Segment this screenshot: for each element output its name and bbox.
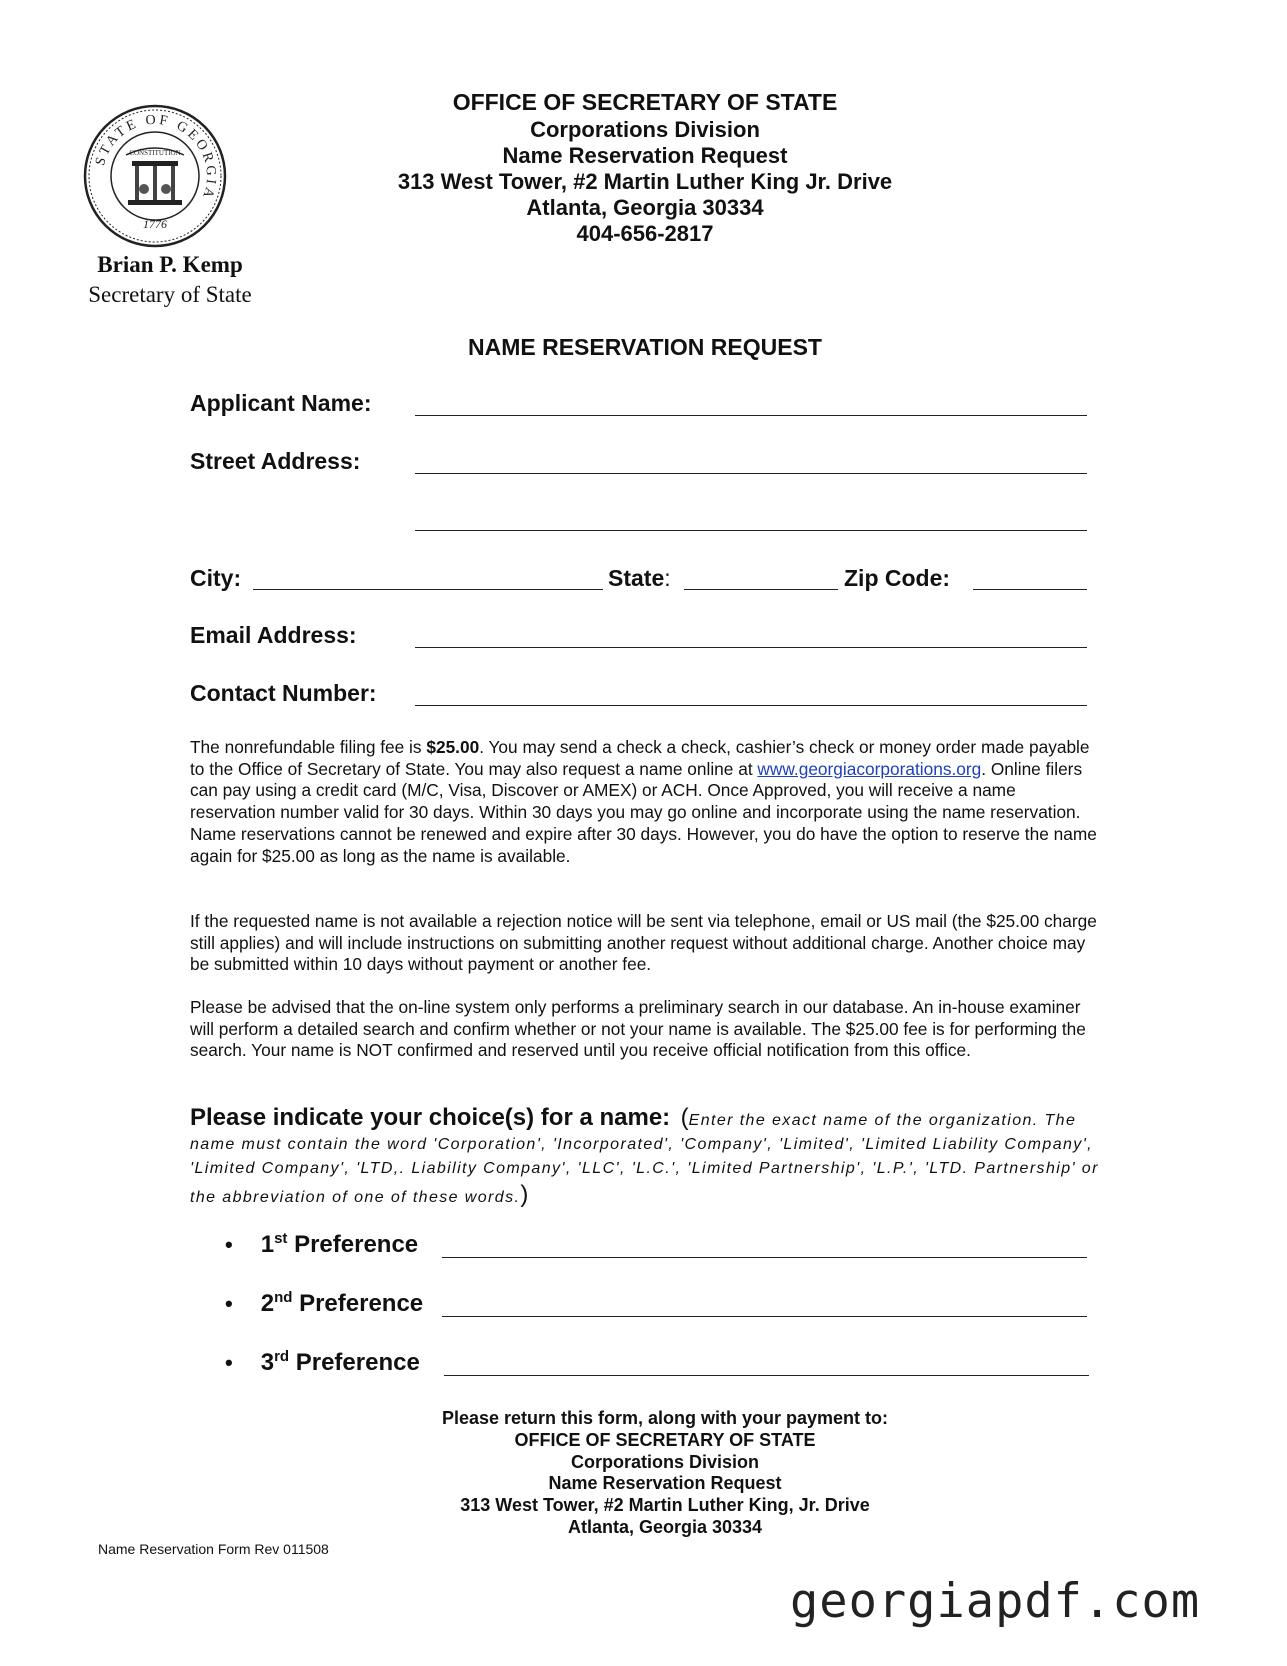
preference-2-suffix: nd [274, 1289, 293, 1306]
form-name: Name Reservation Request [502, 143, 788, 168]
applicant-name-field[interactable] [415, 415, 1087, 416]
fee-text-a: The nonrefundable filing fee is [190, 737, 427, 757]
secretary-name: Brian P. Kemp [97, 252, 243, 277]
city-field[interactable] [253, 589, 603, 590]
name-choice-instructions [190, 1104, 1110, 1210]
office-name: OFFICE OF SECRETARY OF STATE [452, 89, 838, 115]
email-address-label: Email Address: [190, 622, 357, 648]
georgia-corporations-link[interactable]: www.georgiacorporations.org [757, 758, 982, 779]
state-seal [82, 103, 228, 249]
preference-3-label [225, 1348, 420, 1377]
preference-3-field[interactable] [444, 1375, 1089, 1376]
zip-code-label: Zip Code: [844, 565, 951, 591]
state-field[interactable] [684, 589, 838, 590]
seal-year: 1776 [143, 217, 167, 231]
preference-2-field[interactable] [442, 1316, 1087, 1317]
preference-1-suffix: st [274, 1230, 288, 1247]
choice-open-paren: ( [680, 1104, 689, 1131]
state-label [608, 565, 671, 592]
division-name: Corporations Division [530, 117, 760, 142]
choice-note: Enter the exact name of the organization. The name must contain the word 'Corporation', 'Incorporated', 'Company', 'Limited', 'Limited Liability Company', 'Limited Company', 'LTD,. Liability Company', 'LLC', 'L.C.', 'Limited Partnership', 'L.P.', 'LTD. Partnership' or the abbreviation of one of these words. [190, 1112, 1099, 1206]
seal-banner-text: CONSTITUTION [129, 149, 181, 157]
fee-amount: $25.00 [426, 737, 480, 757]
secretary-title: Secretary of State [88, 282, 252, 307]
return-instructions: Please return this form, along with your payment to: [441, 1408, 889, 1428]
page-title: NAME RESERVATION REQUEST [468, 334, 822, 360]
preference-1-field[interactable] [442, 1257, 1087, 1258]
zip-code-field[interactable] [973, 589, 1087, 590]
preference-1-label [225, 1230, 418, 1259]
return-city: Atlanta, Georgia 30334 [567, 1517, 763, 1537]
preference-3-text: Preference [295, 1349, 420, 1376]
preference-2-number: 2 [260, 1290, 275, 1317]
preference-2-text: Preference [299, 1290, 424, 1317]
watermark: georgiapdf.com [790, 1574, 1201, 1629]
applicant-name-label: Applicant Name: [190, 390, 372, 416]
street-address-field-2[interactable] [415, 530, 1087, 531]
fee-paragraph [190, 737, 1105, 867]
contact-number-label: Contact Number: [190, 680, 377, 706]
advisory-paragraph: Please be advised that the on-line system only performs a preliminary search in our database. An in-house examiner will perform a detailed search and confirm whether or not your name is available. The $25.00 fee is for performing the search. Your name is NOT confirmed and reserved until you receive official notification from this office. [190, 997, 1086, 1061]
form-revision: Name Reservation Form Rev 011508 [98, 1541, 329, 1557]
office-city: Atlanta, Georgia 30334 [526, 195, 764, 220]
preference-3-number: 3 [260, 1349, 275, 1376]
bullet: • [225, 1232, 233, 1257]
preference-1-text: Preference [294, 1231, 419, 1258]
street-address-label: Street Address: [190, 448, 361, 474]
state-label-text: State [608, 565, 665, 591]
email-address-field[interactable] [415, 647, 1087, 648]
preference-2-label [225, 1289, 423, 1318]
street-address-field[interactable] [415, 473, 1087, 474]
fee-text-b: . You may send a check a check, cashier’s check or money order made payable to the Office of Secretary of State. You may also request a name online at [190, 737, 1090, 779]
fee-text-c: . Online filers can pay using a credit card (M/C, Visa, Discover or AMEX) or ACH. Once Approved, you will receive a name reservation number valid for 30 days. Within 30 days you may go online and incorporate using the name reservation. Name reservations cannot be renewed and expire after 30 days. However, you do have the option to reserve the name again for $25.00 as long as the name is available. [190, 758, 1097, 866]
return-form-name: Name Reservation Request [548, 1473, 782, 1493]
rejection-paragraph: If the requested name is not available a rejection notice will be sent via telephone, email or US mail (the $25.00 charge still applies) and will include instructions on submitting another request without additional charge. Another choice may be submitted within 10 days without payment or another fee. [190, 911, 1097, 975]
contact-number-field[interactable] [415, 705, 1087, 706]
return-address: 313 West Tower, #2 Martin Luther King, Jr. Drive [460, 1495, 870, 1515]
choice-heading: Please indicate your choice(s) for a name: [190, 1104, 671, 1131]
seal-ring-text: STATE OF GEORGIA [93, 112, 219, 203]
return-division: Corporations Division [570, 1452, 759, 1472]
bullet: • [225, 1350, 233, 1375]
office-phone: 404-656-2817 [576, 221, 714, 246]
return-office: OFFICE OF SECRETARY OF STATE [514, 1430, 816, 1450]
bullet: • [225, 1291, 233, 1316]
choice-close-paren: ) [520, 1181, 529, 1208]
office-address: 313 West Tower, #2 Martin Luther King Jr. Drive [397, 169, 893, 194]
city-label: City: [190, 565, 242, 591]
preference-1-number: 1 [260, 1231, 275, 1258]
preference-3-suffix: rd [274, 1348, 290, 1365]
state-label-colon: : [664, 565, 671, 591]
